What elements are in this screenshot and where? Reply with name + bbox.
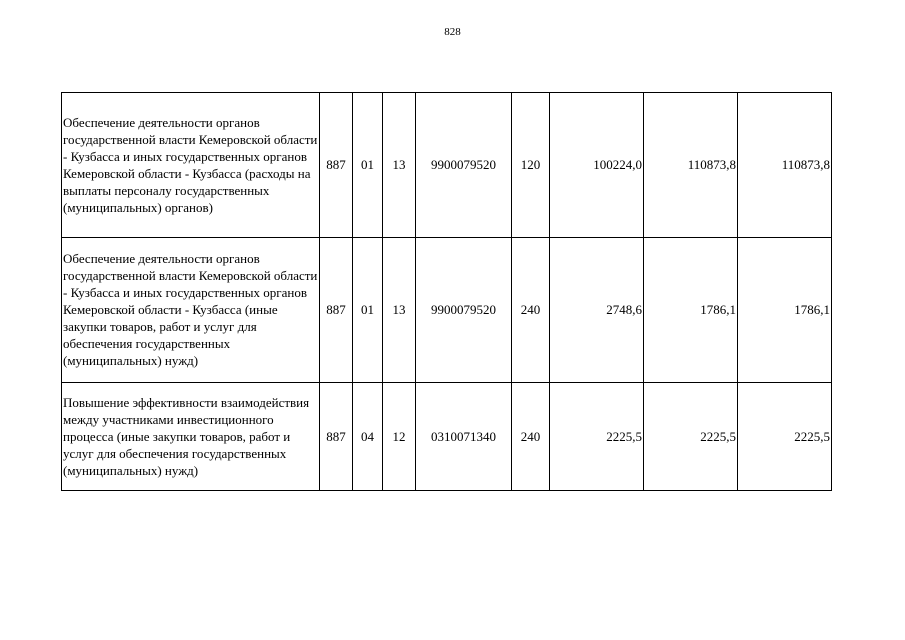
subsection-code: 12 <box>383 383 416 491</box>
expense-type-code: 240 <box>512 383 550 491</box>
table-row <box>62 238 832 383</box>
amount-3: 2225,5 <box>738 383 832 491</box>
expense-type-code: 120 <box>512 93 550 238</box>
expense-description: Повышение эффективности взаимодействия между участниками инвестиционного процесса (иные закупки товаров, работ и услуг для обеспечения государственных (муниципальных) нужд) <box>62 383 320 491</box>
subsection-code: 13 <box>383 238 416 383</box>
subsection-code: 13 <box>383 93 416 238</box>
section-code: 04 <box>353 383 383 491</box>
amount-3: 1786,1 <box>738 238 832 383</box>
table-row <box>62 93 832 238</box>
amount-2: 110873,8 <box>644 93 738 238</box>
amount-3: 110873,8 <box>738 93 832 238</box>
budget-table <box>61 92 832 491</box>
table-row <box>62 383 832 491</box>
target-article-code: 9900079520 <box>416 238 512 383</box>
amount-1: 100224,0 <box>550 93 644 238</box>
section-code: 01 <box>353 238 383 383</box>
ministry-code: 887 <box>320 383 353 491</box>
expense-description: Обеспечение деятельности органов государственной власти Кемеровской области - Кузбасса и иных государственных органов Кемеровской области - Кузбасса (расходы на выплаты персоналу государственных (муниципальных) органов) <box>62 93 320 238</box>
expense-type-code: 240 <box>512 238 550 383</box>
page-number: 828 <box>444 26 461 38</box>
expense-description: Обеспечение деятельности органов государственной власти Кемеровской области - Кузбасса и иных государственных органов Кемеровской области - Кузбасса (иные закупки товаров, работ и услуг для обеспечения государственных (муниципальных) нужд) <box>62 238 320 383</box>
amount-1: 2748,6 <box>550 238 644 383</box>
section-code: 01 <box>353 93 383 238</box>
ministry-code: 887 <box>320 93 353 238</box>
amount-2: 1786,1 <box>644 238 738 383</box>
amount-2: 2225,5 <box>644 383 738 491</box>
ministry-code: 887 <box>320 238 353 383</box>
amount-1: 2225,5 <box>550 383 644 491</box>
target-article-code: 0310071340 <box>416 383 512 491</box>
target-article-code: 9900079520 <box>416 93 512 238</box>
